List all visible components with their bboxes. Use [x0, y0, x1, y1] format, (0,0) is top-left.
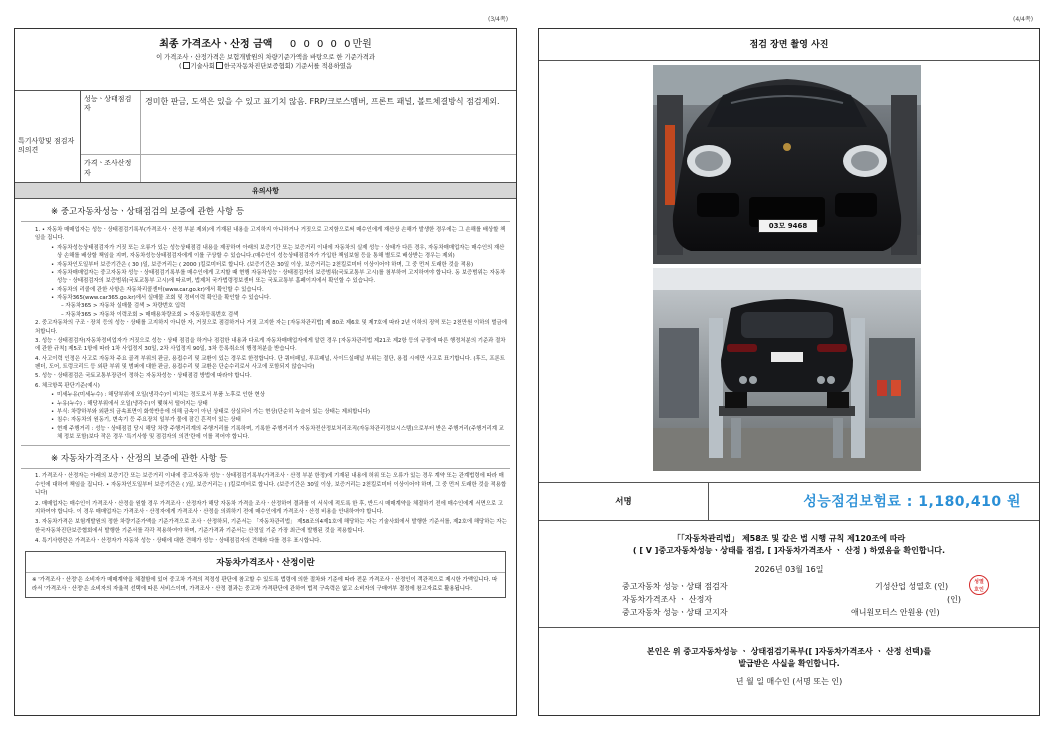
notice-list-item: 1. • 자동차 매매업자는 성능ㆍ상태점검기록부(가격조사ㆍ산정 부분 제외)에 기재된 내용을 고지하지 아니하거나 거짓으로 고지함으로써 매수인에게 재산상 손해가 발생한 경우에는 그 손해를 배상할 책임을 집니다. — [35, 227, 506, 242]
notice-list-item: • 자동차성능상태점검자가 거짓 또는 오류가 있는 성능상태점검 내용을 제공하여 아래의 보증기간 또는 보증거리 이내에 자동차의 실제 성능ㆍ상태가 다른 경우, 자동차매매업자는 매수인의 재산상 손해를 배상할 책임을 지며, 자동차성능상태점검자에게 이를 구상할 수 있습니다.(매수인이 성능상태점검자가 가입한 책임보험 등을 통해 별도로 배상받는 경우는 제외) — [35, 244, 508, 261]
notice-list-item: • 침수: 자동차의 원동기, 변속기 등 주요장치 일부가 물에 잠긴 흔적이 있는 상태 — [35, 416, 508, 424]
notice-list-item: • 부식: 차량하부와 외판의 금속표면이 화학반응에 의해 금속이 아닌 상태로 상실되어 가는 현상(단순히 녹슬어 있는 상태는 제외합니다) — [35, 408, 508, 416]
definition-title: 자동차가격조사ㆍ산정이란 — [26, 552, 505, 573]
checkbox-warranty-assoc[interactable] — [216, 62, 223, 69]
final-price-value: 0 0 0 0 0만원 — [289, 39, 372, 50]
signer-role: 중고자동차 성능ㆍ상태 점검자 — [622, 582, 728, 591]
buyer-receipt-section — [539, 628, 1039, 687]
section-heading-inspection-warranty: ※ 중고자동차성능ㆍ상태점검의 보증에 관한 사항 등 — [21, 199, 510, 222]
certification-line-1: 「「자동차관리법」 제58조 및 같은 법 시행 규칙 제120조에 따라 — [672, 534, 906, 543]
notice-bar: 유의사항 — [15, 183, 516, 199]
notice-list-item: • 누유(누수) : 해당부위에서 오일(냉각수)이 맺혀서 떨어지는 상태 — [35, 400, 508, 408]
special-notes-label: 특기사항및 점검자의의견 — [15, 91, 81, 182]
performance-inspector-label: 성능ㆍ상태점검자 — [81, 91, 141, 154]
final-price-title: 최종 가격조사ㆍ산정 금액 — [159, 39, 273, 50]
photo-section — [539, 61, 1039, 483]
performance-inspector-opinion: 경미한 판금, 도색은 있을 수 있고 표기치 않음. FRP/크로스멤버, 프론트 패널, 볼트체결방식 점검제외. — [145, 97, 500, 106]
receipt-line-1: 본인은 위 중고자동차성능 ㆍ 상태점검기록부([ ]자동차가격조사 ㆍ 산정 선택)를 — [646, 647, 932, 656]
price-basis-line: 이 가격조사ㆍ산정가격은 보험개발원의 차량기준가액을 바탕으로 한 기준가격과 — [156, 54, 375, 61]
certification-line-2: ( [ V ]중고자동차성능ㆍ상태를 점검, [ ]자동차가격조사 ㆍ 산정 ) 하였음을 확인합니다. — [632, 546, 946, 556]
notice-list-item: 4. 특기사항란은 가격조사ㆍ산정자가 자동차 성능ㆍ상태에 대한 견해가 성능ㆍ상태점검자의 견해와 다를 경우 표시합니다. — [35, 538, 322, 544]
definition-box — [25, 551, 506, 598]
notice-list-item: – 자동차365 > 자동차 이력조회 > 매매용차량조회 > 자동차등록번호 검색 — [61, 311, 239, 318]
notice-list-item: 4. 사고이력 인정은 사고로 자동차 주요 골격 부위의 판금, 용접수리 및 교환이 있는 경우로 한정합니다. 단 쿼터패널, 루프패널, 사이드실패널 부위는 절단, 용접 시에만 사고로 표기합니다. (후드, 프론트펜더, 도어, 트렁크리드 등 외판 부위 및 범퍼에 대한 판금, 용접수리 및 교환은 단순수리로서 사고에 포함되지 않습니다) — [35, 355, 505, 370]
certification-date: 2026년 03월 16일 — [754, 564, 824, 574]
license-plate: 03모 9468 — [758, 219, 818, 233]
inspection-warranty-list — [15, 222, 516, 441]
signature-row — [539, 483, 1039, 521]
page-number-left: (3/4쪽) — [488, 16, 509, 23]
notice-list-item: – 자동차365 > 자동차 실매물 검색 > 차량번호 입력 — [61, 303, 186, 310]
notice-list-item: • 자동차매매업자는 중고자동차 성능ㆍ상태점검기록부를 매수인에게 고지할 때 현행 자동차성능ㆍ상태점검자의 보증범위(국토교통부 고시)를 첨부하여 고지하여야 합니다. 동 보증범위는 자동차성능ㆍ상태점검자의 보증범위(국토교통부 고시)에 따르며, 법제처 국가법령정보센터 또는 국토교통부 홈페이지에서 확인할 수 있습니다. — [35, 269, 508, 286]
page-number-right: (4/4쪽) — [1013, 16, 1034, 23]
certification-section — [539, 521, 1039, 628]
signer-row — [539, 581, 1039, 594]
signature-label: 서명 — [539, 483, 709, 520]
checkbox-tech-society[interactable] — [183, 62, 190, 69]
price-assessor-opinion — [141, 155, 516, 182]
signer-name: 기성산업 성열호 (인) — [875, 582, 949, 591]
final-price-header: 최종 가격조사ㆍ산정 금액 0 0 0 0 0만원 이 가격조사ㆍ산정가격은 보험개발원의 차량기준가액을 바탕으로 한 기준가격과 ( 기술사회 한국자동차진단보증협회) 기준서를 적용하였음 — [15, 29, 516, 91]
definition-text: ※ '가격조사ㆍ산정'은 소비자가 매매계약을 체결함에 있어 중고차 가격의 적정성 판단에 참고할 수 있도록 법령에 의한 절차와 기준에 따라 전문 가격조사ㆍ산정인이 객관적으로 제시한 가액입니다. 따라서 '가격조사ㆍ산정'은 소비자의 자율적 선택에 따른 서비스이며, 가격조사ㆍ산정 결과는 중고차 가격판단에 관하여 법적 구속력은 없고 소비자의 구매여부 결정에 참고자료로 활용됩니다. — [32, 577, 498, 592]
notice-list-item: 2. 중고자동차의 구조ㆍ장치 등의 성능ㆍ상태를 고지하지 아니한 자, 거짓으로 점검하거나 거짓 고지한 자는 [자동차관리법] 제 80조 제6호 및 제7호에 따라 2년 이하의 징역 또는 2천만원 이하의 벌금에 처합니다. — [35, 320, 507, 335]
notice-list-item: • 자동차의 리콜에 관한 사항은 자동차리콜센터(www.car.go.kr)에서 확인할 수 있습니다. — [35, 286, 508, 294]
notice-list-item: • 미세누유(미세누수) : 해당부위에 오일(냉각수)이 비치는 정도로서 부품 노후로 인한 현상 — [35, 391, 508, 399]
signer-row — [539, 607, 1039, 620]
special-notes-section — [15, 91, 516, 183]
notice-list-item: 5. 성능ㆍ상태점검은 국토교통부장관이 정하는 자동차성능ㆍ상태점검 방법에 따라야 합니다. — [35, 373, 252, 380]
signer-list — [539, 581, 1039, 620]
photo-section-title: 점검 장면 촬영 사진 — [539, 29, 1039, 61]
section-heading-price-warranty: ※ 자동차가격조사ㆍ산정의 보증에 관한 사항 등 — [21, 445, 510, 469]
notice-list-item: • 현재 주행거리 : 성능ㆍ상태점검 당시 해당 차량 주행거리계의 주행거리를 기록하며, 기록한 주행거리가 자동차전산정보처리조직(자동차관리정보시스템)으로부터 받은 주행거리(주행거리계 교체 정보 포함)보다 작은 경우 '특기사항 및 점검자의 의견'란에 이를 적어야 합니다. — [35, 425, 508, 442]
notice-list-item: 6. 체크항목 판단기준(예시) — [35, 382, 100, 389]
inspector-seal-stamp: 성열 호인 — [969, 575, 989, 595]
receipt-sign-fields[interactable]: 년 월 일 매수인 (서명 또는 인) — [735, 676, 843, 686]
car-front-photo — [653, 65, 921, 264]
signer-role: 중고자동차 성능ㆍ상태 고지자 — [622, 608, 728, 617]
notice-list-item: 3. 자동차가격은 보험개발원의 정한 차량기준가액을 기준가격으로 조사ㆍ산정하되, 기준서는 「자동차관리법」 제58조의4제1호에 해당하는 자는 기술사회에서 발행한 기준서를, 제2호에 해당하는 자는 한국자동차진단보증협회에서 발행한 기준서를 각각 적용하여야 하며, 기준가격과 기준서는 산정일 기준 가장 최근에 발행된 것을 적용합니다. — [35, 519, 507, 534]
receipt-line-2: 발급받은 사실을 확인합니다. — [738, 659, 840, 669]
signer-name: (인) — [947, 595, 961, 604]
price-assessor-label: 가격ㆍ조사산정자 — [81, 155, 141, 182]
notice-list-item: • 자동차인도일부터 보증기간은 ( 30 )일, 보증거리는 ( 2000 )킬로미터로 합니다. (보증기간은 30일 이상, 보증거리는 2천킬로미터 이상이어야 하며, 그 중 먼저 도래한 것을 적용) — [35, 261, 508, 269]
price-warranty-list — [15, 469, 516, 545]
car-on-lift-photo — [653, 268, 921, 471]
signer-name: 애니원모터스 안원용 (인) — [851, 608, 940, 617]
notice-list-item: 1. 가격조사ㆍ산정자는 아래의 보증기간 또는 보증거리 이내에 중고자동차 성능ㆍ상태점검기록부(가격조사ㆍ산정 부분 한정)에 기재된 내용에 허위 또는 오류가 있는 경우 계약 또는 관계법령에 따라 매수인에 대하여 책임을 집니다. • 자동차인도일부터 보증기간은 ( )일, 보증거리는 ( )킬로미터로 합니다. (보증기간은 30일 이상, 보증거리는 2천킬로미터 이상이어야 하며, 그 중 먼저 도래한 것을 적용합니다) — [35, 473, 507, 497]
signer-row — [539, 594, 1039, 607]
notice-list-item: 2. 매매업자는 매수인이 가격조사ㆍ산정을 원할 경우 가격조사ㆍ산정자가 해당 자동차 가격을 조사ㆍ산정하여 결과를 이 서식에 적도록 한 후, 반드시 매매계약을 체결하기 전에 매수인에게 서면으로 고지하여야 합니다. 이 경우 매매업자는 가격조사ㆍ산정자에게 가격조사ㆍ산정을 의뢰하기 전에 매수인에게 가격조사ㆍ산정 비용을 안내하여야 합니다. — [35, 500, 504, 515]
notice-list-item: • 자동차365(www.car365.go.kr)에서 실매물 조회 및 정비이력 확인을 확인할 수 있습니다. — [35, 294, 508, 302]
inspection-record-page-4 — [538, 28, 1040, 716]
signer-role: 자동차가격조사 ㆍ 산정자 — [622, 595, 713, 604]
inspection-photo-front — [653, 65, 921, 264]
notice-list-item: 3. 성능ㆍ상태점검자(자동차정비업자가 거짓으로 성능ㆍ상태 점검을 하거나 점검한 내용과 다르게 자동차매매업자에게 알린 경우 [자동차관리법 제21조 제2항 등의 규정에 따른 행정처분의 기준과 절차에 관한 규칙] 제5조 1항에 따라 1차 사업정지 30일, 2차 사업정지 90일, 3차 등록취소의 행정처분을 받습니다. — [35, 337, 506, 353]
insurance-fee-value: 성능점검보험료 : 1,180,410 원 — [803, 494, 1021, 510]
inspection-record-page-3 — [14, 28, 517, 716]
inspection-photo-lift — [653, 268, 921, 471]
